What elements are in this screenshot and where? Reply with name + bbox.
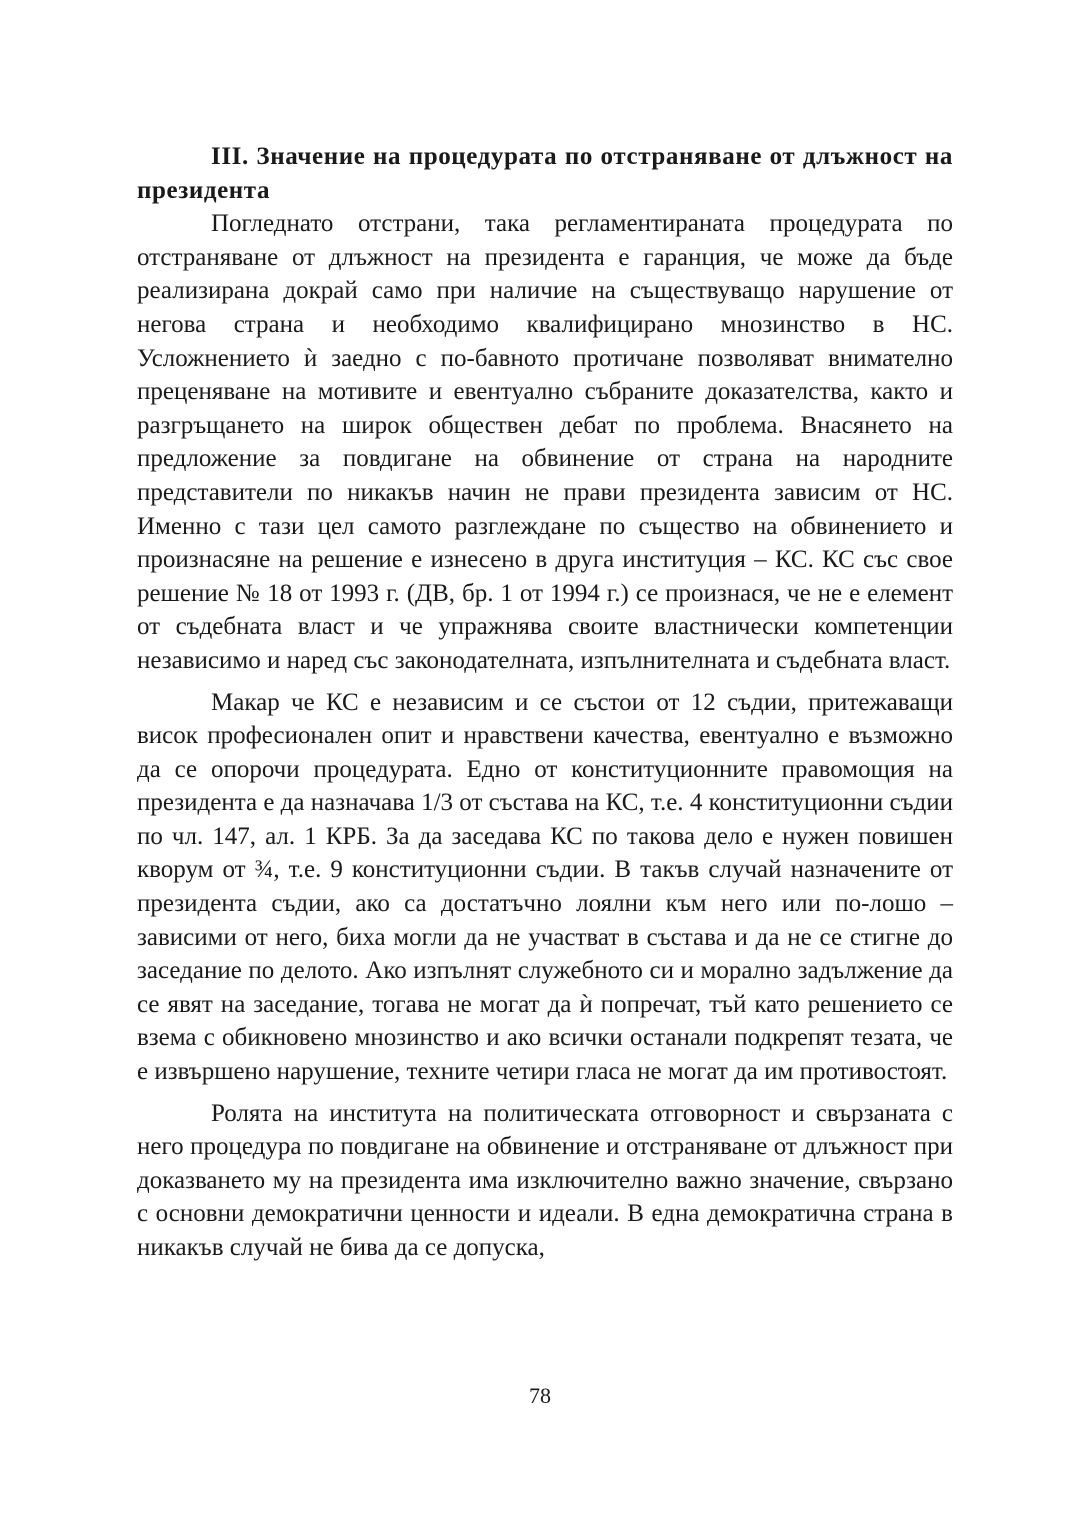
page-body [137, 140, 953, 1265]
section-heading: III. Значение на процедурата по отстраняване от длъжност на президента [137, 143, 953, 204]
paragraph: Погледнато отстрани, така регламентираната процедурата по отстраняване от длъжност на президента е гаранция, че може да бъде реализирана докрай само при наличие на съществуващо нарушение от негова страна и необходимо квалифицирано мнозинство в НС. Усложнението ѝ заедно с по-бавното протичане позволяват внимателно преценяване на мотивите и евентуално събраните доказателства, както и разгръщането на широк обществен дебат по проблема. Внасянето на предложение за повдигане на обвинение от страна на народните представители по никакъв начин не прави президента зависим от НС. Именно с тази цел самото разглеждане по същество на обвинението и произнасяне на решение е изнесено в друга институция – КС. КС със свое решение № 18 от 1993 г. (ДВ, бр. 1 от 1994 г.) се произнася, че не е елемент от съдебната власт и че упражнява своите властнически компетенции независимо и наред със законодателната, изпълнителната и съдебната власт. [137, 210, 953, 674]
paragraph: Ролята на института на политическата отговорност и свързаната с него процедура по повдигане на обвинение и отстраняване от длъжност при доказването му на президента има изключително важно значение, свързано с основни демократични ценности и идеали. В една демократична страна в никакъв случай не бива да се допуска, [137, 1099, 953, 1261]
page-number: 78 [529, 1383, 551, 1408]
paragraph: Макар че КС е независим и се състои от 12 съдии, притежаващи висок професионален опит и нравствени качества, евентуално е възможно да се опорочи процедурата. Едно от конституционните правомощия на президента е да назначава 1/3 от състава на КС, т.е. 4 конституционни съдии по чл. 147, ал. 1 КРБ. За да заседава КС по такова дело е нужен повишен кворум от ¾, т.е. 9 конституционни съдии. В такъв случай назначените от президента съдии, ако са достатъчно лоялни към него или по-лошо – зависими от него, биха могли да не участват в състава и да не се стигне до заседание по делото. Ако изпълнят служебното си и морално задължение да се явят на заседание, тогава не могат да ѝ попречат, тъй като решението се взема с обикновено мнозинство и ако всички останали подкрепят тезата, че е извършено нарушение, техните четири гласа не могат да им противостоят. [137, 688, 953, 1086]
